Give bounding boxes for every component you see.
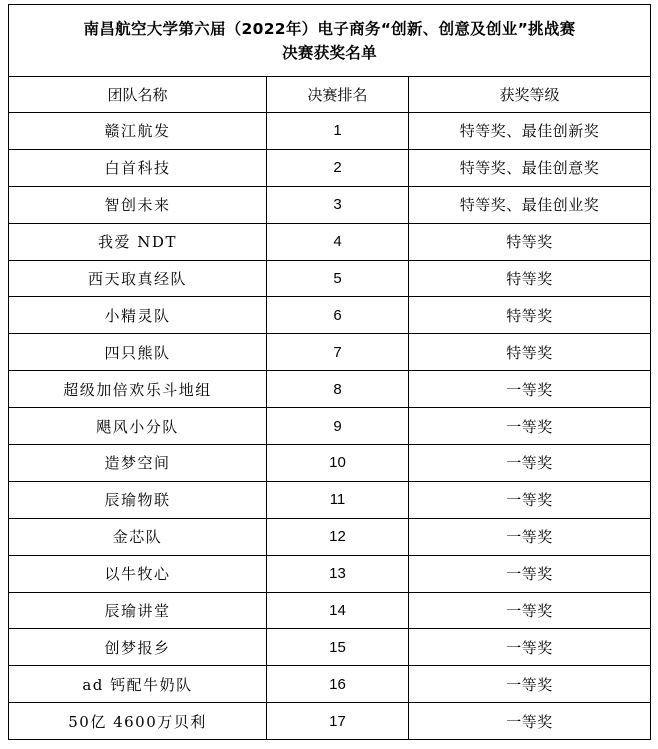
award-cell: 一等奖 [409,481,651,518]
award-cell: 一等奖 [409,555,651,592]
rank-cell: 15 [267,629,409,666]
rank-cell: 3 [267,186,409,223]
team-name-cell: 我爱 NDT [9,223,267,260]
team-name-cell: 小精灵队 [9,297,267,334]
award-cell: 特等奖 [409,297,651,334]
team-name-cell: 辰瑜物联 [9,481,267,518]
award-cell: 一等奖 [409,666,651,703]
rank-cell: 6 [267,297,409,334]
award-cell: 一等奖 [409,703,651,740]
team-name-cell: 造梦空间 [9,445,267,482]
table-row [9,260,651,297]
team-name-cell: 赣江航发 [9,113,267,150]
table-row [9,334,651,371]
table-row [9,481,651,518]
title-row [9,5,651,77]
award-cell: 特等奖 [409,260,651,297]
header-team: 团队名称 [9,77,267,113]
team-name-cell: 白首科技 [9,149,267,186]
table-row [9,592,651,629]
rank-cell: 2 [267,149,409,186]
rank-cell: 9 [267,408,409,445]
table-row [9,113,651,150]
team-name-cell: 50亿 4600万贝利 [9,703,267,740]
table-row [9,555,651,592]
rank-cell: 11 [267,481,409,518]
header-award: 获奖等级 [409,77,651,113]
header-rank: 决赛排名 [267,77,409,113]
rank-cell: 12 [267,518,409,555]
team-name-cell: 金芯队 [9,518,267,555]
team-name-cell: 辰瑜讲堂 [9,592,267,629]
award-cell: 特等奖、最佳创意奖 [409,149,651,186]
award-cell: 一等奖 [409,371,651,408]
table-row [9,518,651,555]
rank-cell: 1 [267,113,409,150]
table-row [9,186,651,223]
award-cell: 一等奖 [409,408,651,445]
team-name-cell: 创梦报乡 [9,629,267,666]
table-row [9,371,651,408]
award-cell: 一等奖 [409,592,651,629]
rank-cell: 13 [267,555,409,592]
award-cell: 特等奖、最佳创新奖 [409,113,651,150]
rank-cell: 5 [267,260,409,297]
team-name-cell: 以牛牧心 [9,555,267,592]
rank-cell: 14 [267,592,409,629]
title-line-2: 决赛获奖名单 [282,43,377,62]
rank-cell: 17 [267,703,409,740]
award-list-document [8,4,650,740]
table-row [9,408,651,445]
award-cell: 一等奖 [409,518,651,555]
award-cell: 特等奖 [409,334,651,371]
table-row [9,445,651,482]
award-cell: 一等奖 [409,629,651,666]
rank-cell: 7 [267,334,409,371]
table-row [9,297,651,334]
rank-cell: 8 [267,371,409,408]
team-name-cell: 飓风小分队 [9,408,267,445]
team-name-cell: 超级加倍欢乐斗地组 [9,371,267,408]
award-cell: 一等奖 [409,445,651,482]
team-name-cell: 西天取真经队 [9,260,267,297]
table-row [9,703,651,740]
team-name-cell: ad 钙配牛奶队 [9,666,267,703]
table-row [9,666,651,703]
header-row [9,77,651,113]
rank-cell: 16 [267,666,409,703]
award-cell: 特等奖、最佳创业奖 [409,186,651,223]
table-title [9,5,651,77]
team-name-cell: 智创未来 [9,186,267,223]
table-row [9,149,651,186]
rank-cell: 4 [267,223,409,260]
table-row [9,223,651,260]
team-name-cell: 四只熊队 [9,334,267,371]
award-cell: 特等奖 [409,223,651,260]
title-line-1: 南昌航空大学第六届（2022年）电子商务“创新、创意及创业”挑战赛 [83,19,576,38]
award-table [8,4,651,740]
rank-cell: 10 [267,445,409,482]
table-row [9,629,651,666]
